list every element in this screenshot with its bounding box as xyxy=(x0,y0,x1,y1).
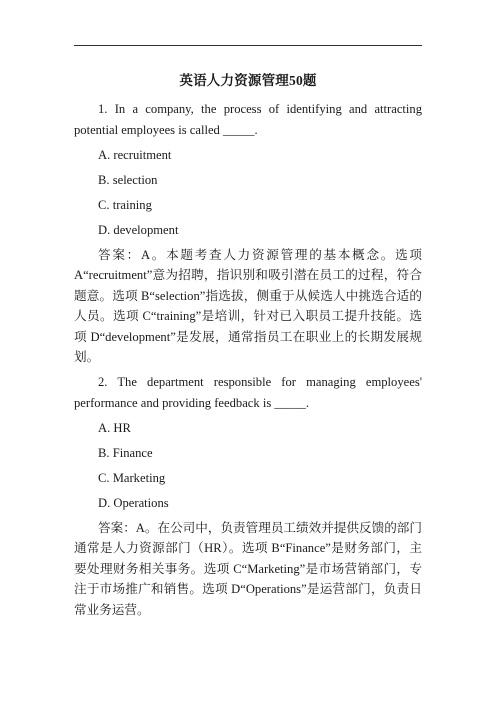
question-stem: 2. The department responsible for managing employees' performance and providing feedback is _____. xyxy=(74,375,422,410)
option-b: B. selection xyxy=(98,172,158,187)
document-body xyxy=(74,99,422,625)
answer-explanation: 答案：A。在公司中，负责管理员工绩效并提供反馈的部门通常是人力资源部门（HR）。选项 B“Finance”是财务部门，主要处理财务相关事务。选项 C“Marketing”是市场营销部门，专注于市场推广和销售。选项 D“Operations”是运营部门，负责日常业务运营。 xyxy=(74,520,422,617)
option-c: C. training xyxy=(98,197,152,212)
question-block xyxy=(74,372,422,620)
header-rule xyxy=(74,45,422,46)
option-b: B. Finance xyxy=(98,445,153,460)
option-d: D. development xyxy=(98,222,179,237)
document-title: 英语人力资源管理50题 xyxy=(179,73,317,88)
option-a: A. recruitment xyxy=(98,147,172,162)
question-stem: 1. In a company, the process of identifying and attracting potential employees is called _____. xyxy=(74,102,422,137)
option-a: A. HR xyxy=(98,420,131,435)
option-d: D. Operations xyxy=(98,495,169,510)
option-c: C. Marketing xyxy=(98,470,166,485)
question-block xyxy=(74,99,422,368)
answer-explanation: 答案：A。本题考查人力资源管理的基本概念。选项 A“recruitment”意为招聘，指识别和吸引潜在员工的过程，符合题意。选项 B“selection”指选拔，侧重于从候选人中挑选合适的人员。选项 C“training”是培训，针对已入职员工提升技能。选项 D“development”是发展，通常指员工在职业上的长期发展规划。 xyxy=(74,247,422,364)
